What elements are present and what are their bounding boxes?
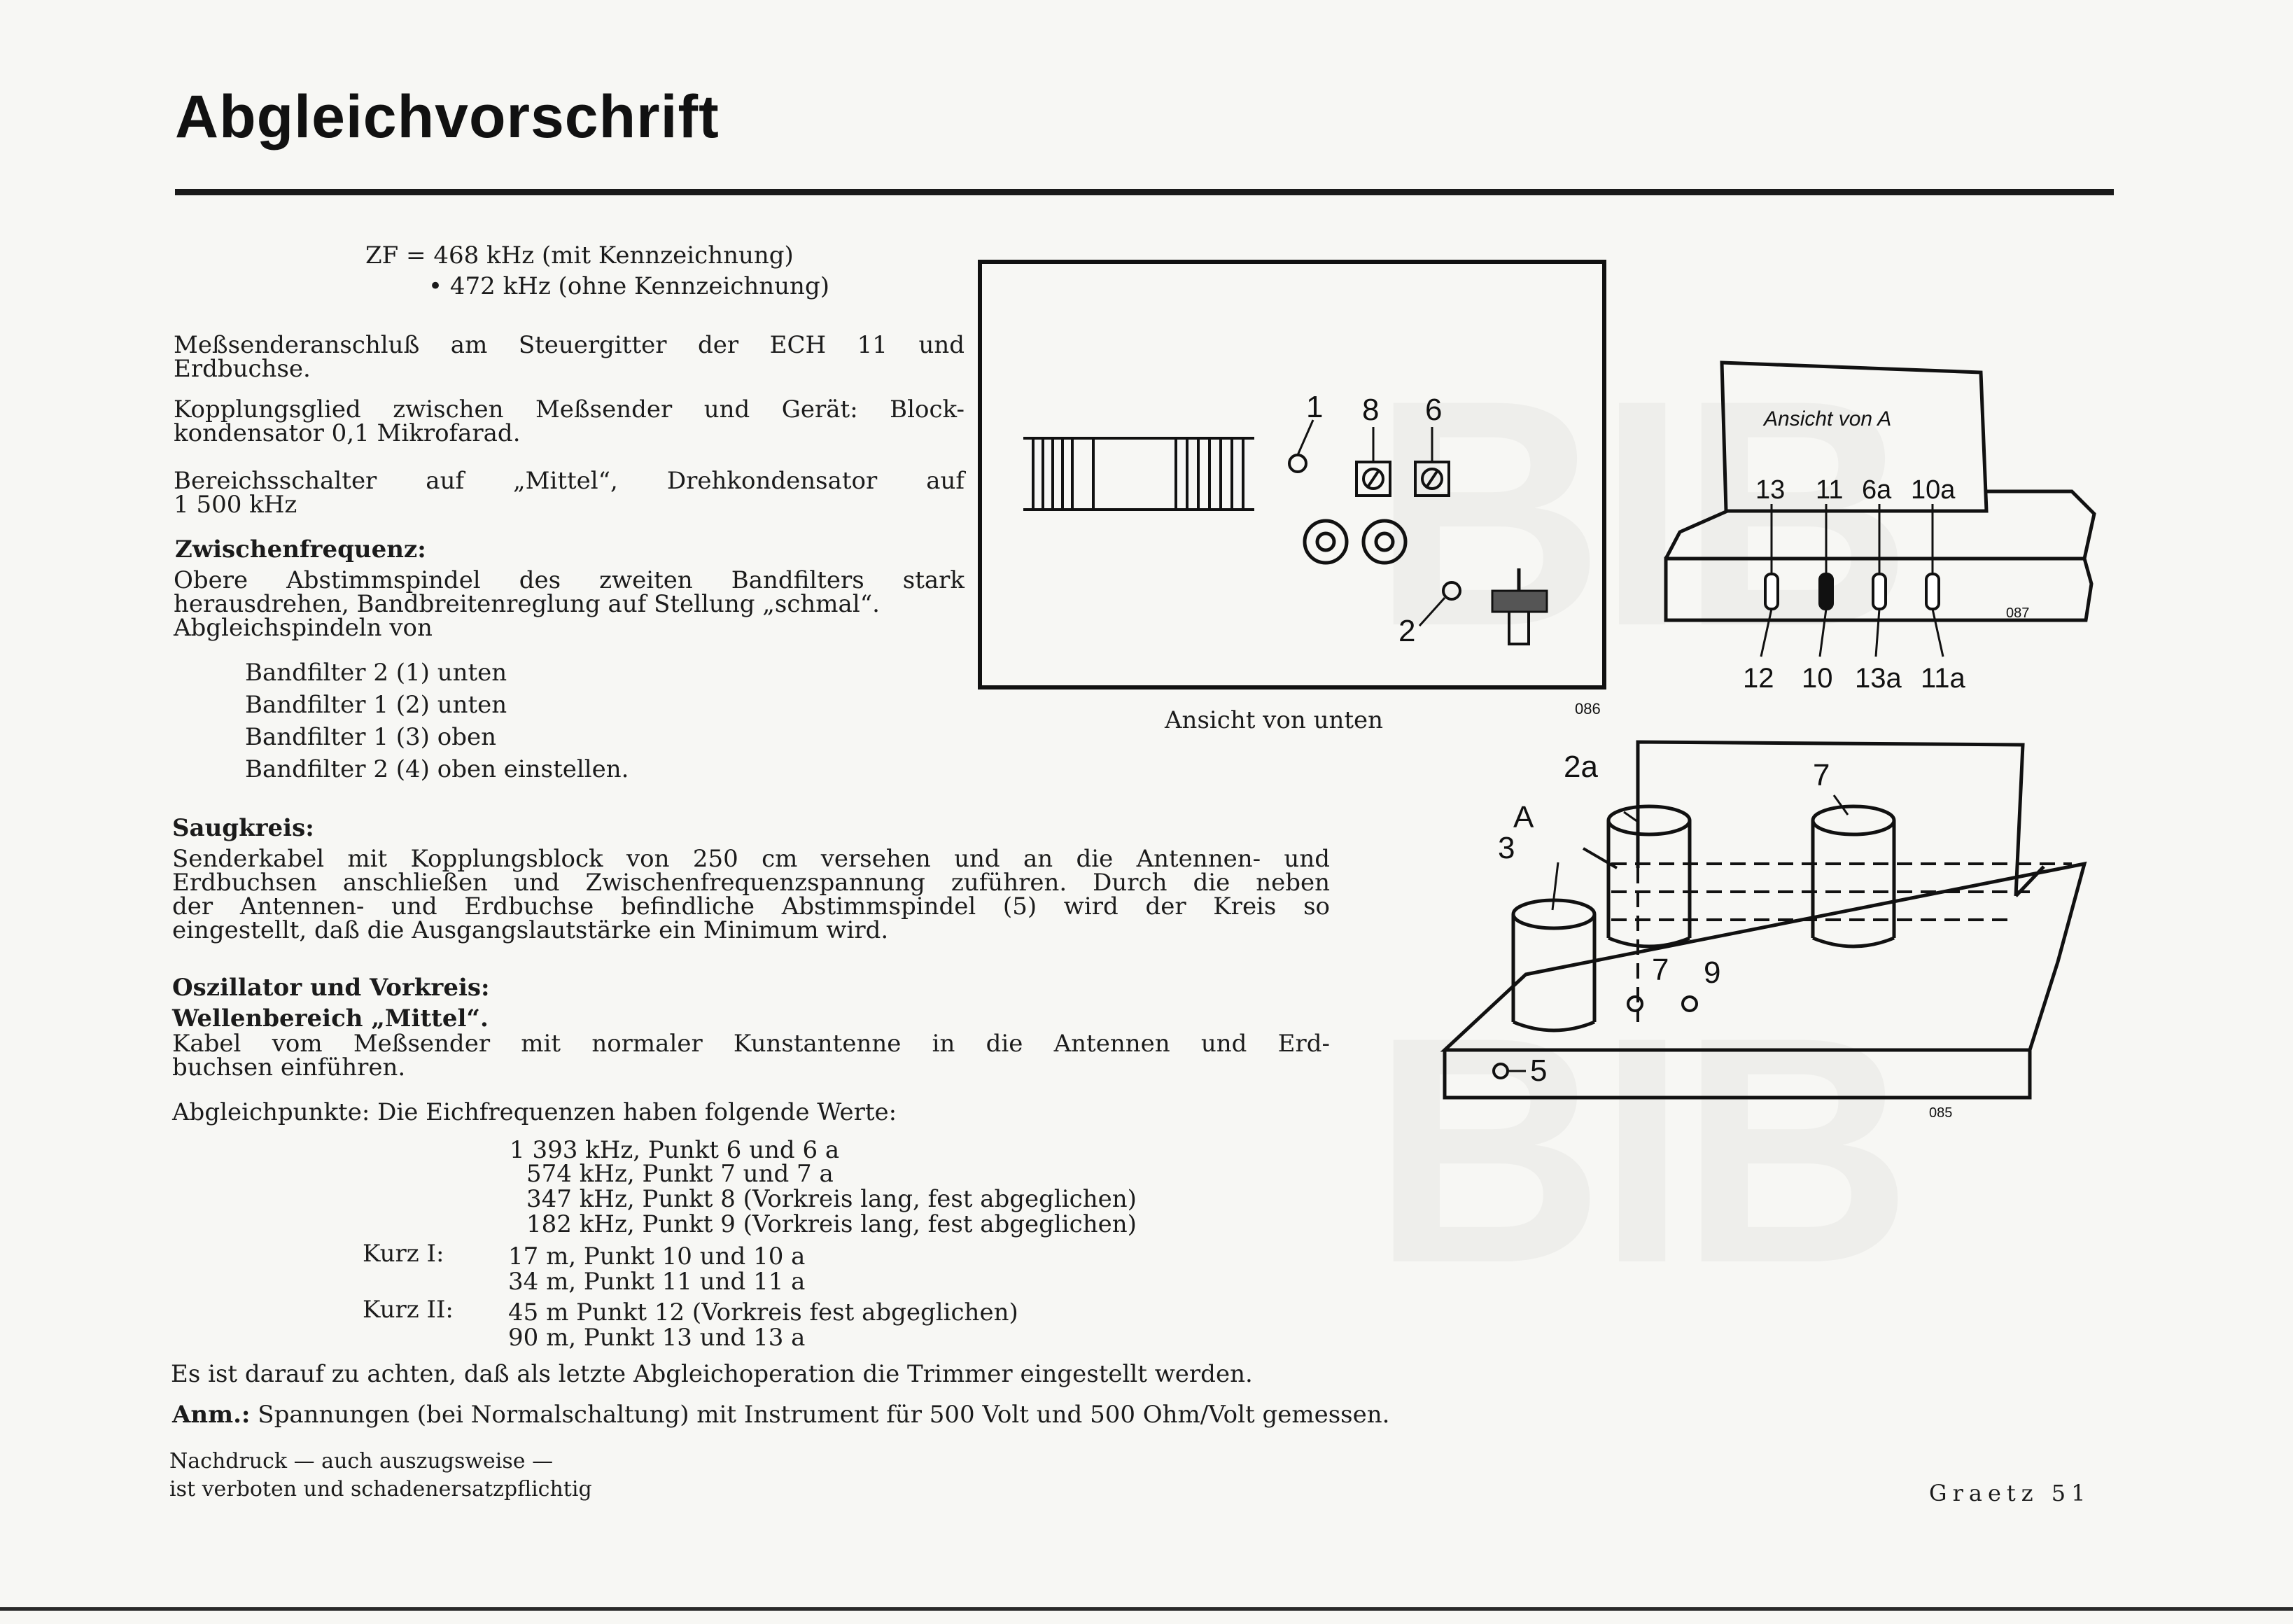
list-item: Bandfilter 1 (3) oben [245, 723, 496, 751]
bottom-label: 11a [1921, 663, 1965, 694]
abgleich-row: 347 kHz, Punkt 8 (Vorkreis lang, fest abgeglichen) [526, 1185, 1137, 1213]
figure-3d-code: 085 [1929, 1105, 1953, 1121]
hole-5 [1494, 1064, 1508, 1078]
top-label: 13 [1755, 475, 1786, 505]
label-6: 6 [1425, 393, 1443, 427]
coil-can-7 [1813, 806, 1894, 946]
kurz1-label: Kurz I: [363, 1240, 444, 1268]
abgleich-row: 45 m Punkt 12 (Vorkreis fest abgeglichen) [508, 1298, 1018, 1326]
final-note: Es ist darauf zu achten, daß als letzte Abgleichoperation die Trimmer eingestellt werden. [171, 1360, 1253, 1388]
figure-bottom-view [966, 245, 1638, 749]
coil-can-3 [1513, 900, 1594, 1030]
zf-line-2 [428, 274, 829, 298]
side-view-title: Ansicht von A [1764, 407, 1892, 430]
intro-paragraph [174, 333, 965, 381]
intro-paragraph [174, 469, 965, 517]
anm-note [172, 1403, 1389, 1427]
adjust-point-2 [1443, 582, 1460, 599]
label-a: A [1513, 800, 1534, 834]
bottom-label: 10 [1802, 663, 1833, 694]
abgleich-row: 34 m, Punkt 11 und 11 a [508, 1268, 806, 1296]
section-subheading: Wellenbereich „Mittel“. [172, 1004, 489, 1032]
coil-can-2a [1608, 806, 1690, 946]
hole-9 [1683, 997, 1697, 1011]
trimmer-row [1761, 504, 1943, 657]
kurz2-label: Kurz II: [363, 1296, 454, 1324]
top-label: 11 [1816, 475, 1844, 505]
top-label: 10a [1911, 475, 1956, 505]
bullet-icon: • [428, 272, 450, 300]
copyright-line: Nachdruck — auch auszugsweise — [169, 1449, 554, 1474]
text-line: Kabel vom Meßsender mit normaler Kunstantenne in die Antennen und Erd- [172, 1030, 1330, 1058]
text-line: der Antennen- und Erdbuchse befindliche Abstimmspindel (5) wird der Kreis so [172, 892, 1330, 920]
section-heading: Oszillator und Vorkreis: [172, 974, 490, 1002]
copyright-note [169, 1448, 592, 1504]
abgleich-row: 1 393 kHz, Punkt 6 und 6 a [510, 1136, 840, 1164]
intro-paragraph [174, 398, 965, 445]
text-line: Obere Abstimmspindel des zweiten Bandfilters stark [174, 566, 965, 594]
adjust-point-1 [1289, 455, 1306, 472]
side-view-code: 087 [2006, 606, 2030, 621]
intro-line: kondensator 0,1 Mikrofarad. [174, 419, 521, 447]
figure-caption: Ansicht von unten [1165, 706, 1384, 734]
intro-line: Erdbuchse. [174, 355, 311, 383]
hole-7 [1628, 997, 1642, 1011]
switch-knob [1492, 568, 1547, 644]
intro-line: Meßsenderanschluß am Steuergitter der ECH 11 und [174, 331, 965, 359]
label-2: 2 [1398, 614, 1416, 648]
intro-line: Bereichsschalter auf „Mittel“, Drehkondensator auf [174, 467, 965, 495]
bottom-label: 13a [1855, 663, 1902, 694]
text-line: Abgleichspindeln von [174, 614, 433, 642]
rear-panel [1638, 742, 2023, 896]
list-item: Bandfilter 1 (2) unten [245, 691, 507, 719]
zf-paragraph [174, 568, 965, 640]
zf-line-1: ZF = 468 kHz (mit Kennzeichnung) [365, 241, 794, 270]
figure-3d-view [1428, 728, 2100, 1134]
label-7-hole: 7 [1652, 953, 1669, 987]
list-item: Bandfilter 2 (1) unten [245, 659, 507, 687]
bottom-rule [0, 1607, 2293, 1611]
text-line: eingestellt, daß die Ausgangslautstärke ein Minimum wird. [172, 916, 889, 944]
label-3: 3 [1498, 831, 1515, 865]
label-5: 5 [1530, 1054, 1548, 1088]
oszillator-paragraph [172, 1030, 1330, 1082]
abgleich-row: 182 kHz, Punkt 9 (Vorkreis lang, fest abgeglichen) [526, 1210, 1137, 1238]
page-title: Abgleichvorschrift [175, 83, 720, 150]
intro-line: 1 500 kHz [174, 491, 297, 519]
text-line: buchsen einführen. [172, 1054, 406, 1082]
label-7-can: 7 [1813, 758, 1830, 792]
page-footer: Graetz 51 [1929, 1480, 2091, 1506]
socket [1305, 521, 1347, 563]
text-line: Senderkabel mit Kopplungsblock von 250 cm versehen und an die Antennen- und [172, 845, 1330, 873]
text-line: Erdbuchsen anschließen und Zwischenfrequenzspannung zuführen. Durch die neben [172, 869, 1330, 897]
intro-line: Kopplungsglied zwischen Meßsender und Gerät: Block- [174, 396, 965, 424]
section-heading: Zwischenfrequenz: [175, 536, 426, 564]
label-9: 9 [1704, 955, 1721, 990]
figure-side-view [1652, 343, 2100, 707]
label-1: 1 [1306, 390, 1324, 424]
zf-line-2-text: 472 kHz (ohne Kennzeichnung) [449, 272, 829, 300]
section-heading: Saugkreis: [172, 814, 314, 842]
copyright-line: ist verboten und schadenersatzpflichtig [169, 1477, 592, 1502]
anm-text: Spannungen (bei Normalschaltung) mit Instrument für 500 Volt und 500 Ohm/Volt gemessen. [258, 1401, 1390, 1429]
anm-label: Anm.: [172, 1401, 251, 1429]
label-8: 8 [1362, 393, 1380, 427]
abgleich-row: 90 m, Punkt 13 und 13 a [508, 1324, 806, 1352]
abgleich-intro: Abgleichpunkte: Die Eichfrequenzen haben folgende Werte: [172, 1098, 897, 1126]
abgleich-row: 17 m, Punkt 10 und 10 a [508, 1242, 806, 1270]
text-line: herausdrehen, Bandbreitenreglung auf Stellung „schmal“. [174, 590, 880, 618]
abgleich-row: 574 kHz, Punkt 7 und 7 a [526, 1160, 834, 1188]
header-rule [175, 189, 2114, 195]
socket [1363, 521, 1405, 563]
label-2a: 2a [1564, 750, 1598, 784]
top-label: 6a [1862, 475, 1892, 505]
dial-scale [1023, 438, 1254, 510]
caption-code: 086 [1575, 700, 1601, 718]
bottom-label: 12 [1743, 663, 1774, 694]
saugkreis-paragraph [172, 847, 1330, 942]
list-item: Bandfilter 2 (4) oben einstellen. [245, 755, 629, 783]
